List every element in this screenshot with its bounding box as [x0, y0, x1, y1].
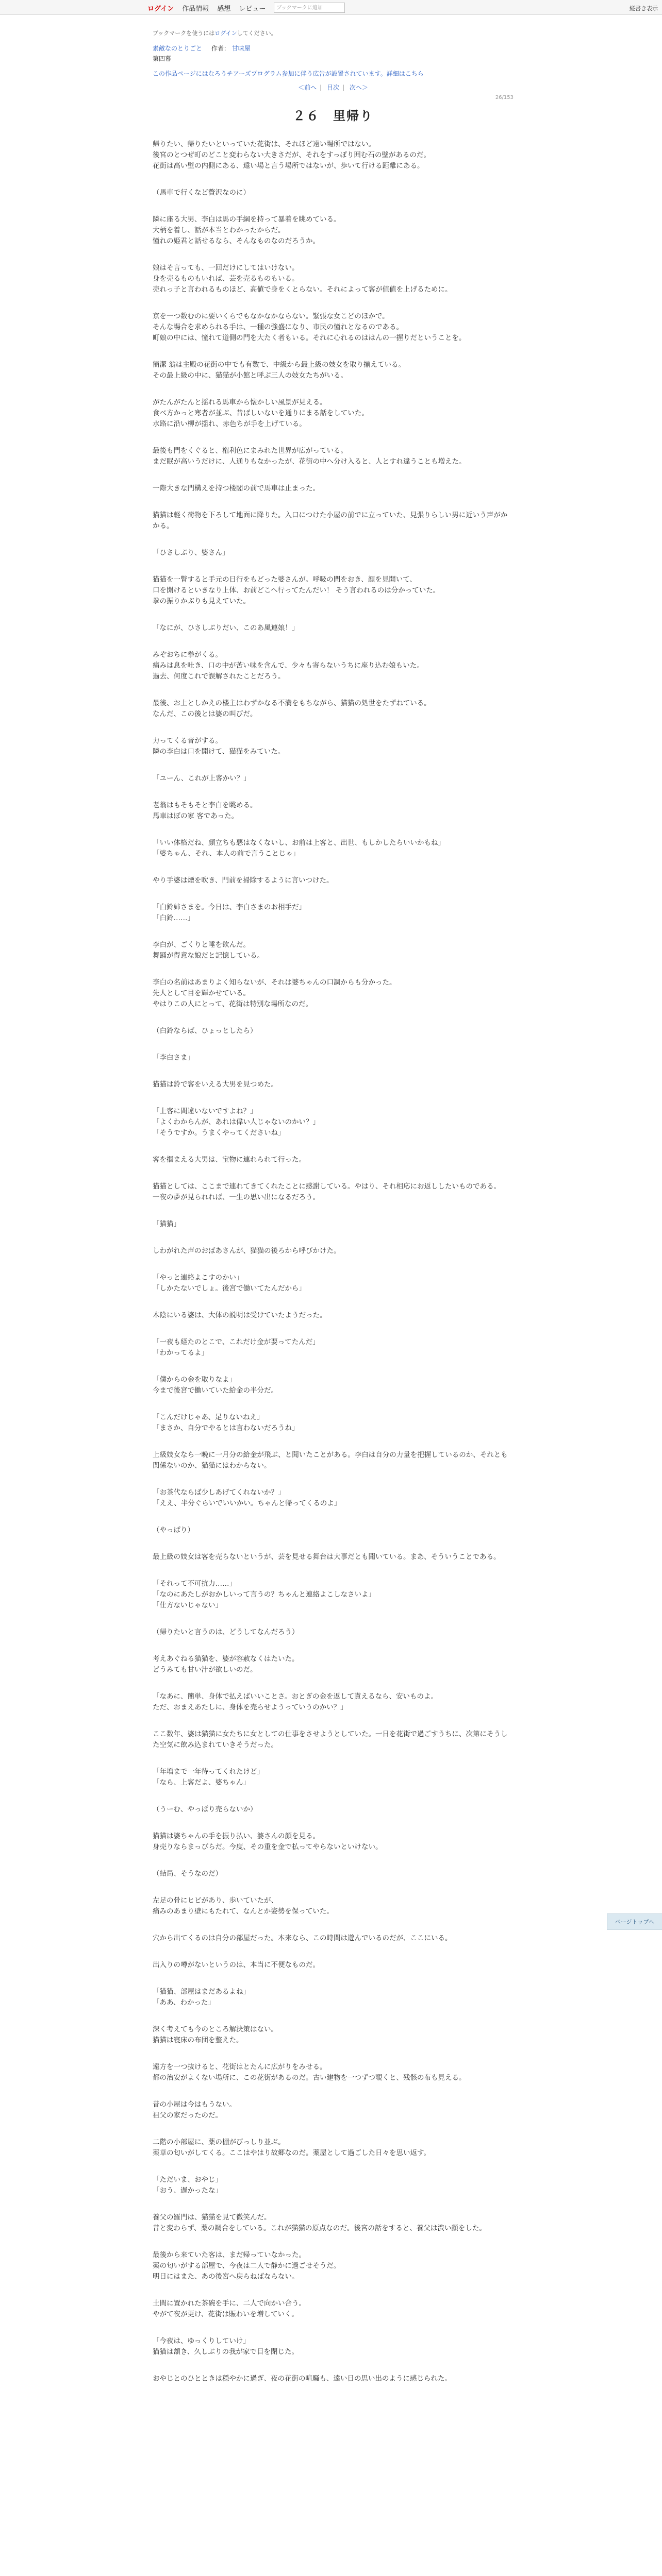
page-number: 26/153 — [495, 95, 514, 100]
body-paragraph: 木陰にいる婆は、大体の説明は受けていたようだった。 — [153, 1311, 327, 1319]
body-paragraph: 猫猫としては、ここまで連れてきてくれたことに感謝している。やはり、それ相応にお返ししたいものである。 一夜の夢が見られれば、一生の思い出になるだろう。 — [153, 1182, 501, 1201]
body-paragraph: 昔の小屋は今はもうない。 祖父の家だったのだ。 — [153, 2100, 236, 2120]
body-paragraph: 「いい体格だね、顔立ちも悪はなくないし、お前は上客と、出世、もしかしたらいいかもね」 「婆ちゃん、それ、本人の前で言うことじゃ」 — [153, 839, 445, 858]
body-paragraph: 「やっと連絡よこすのかい」 「しかたないでしょ。後宮で働いてたんだから」 — [153, 1274, 306, 1293]
next-chapter-link[interactable]: 次へ＞ — [349, 84, 368, 91]
chapter-pager-top: ＜前へ | 目次 | 次へ＞ — [298, 84, 368, 91]
body-paragraph: 猫猫は婆ちゃんの手を振り払い、婆さんの顔を見る。 身売りならまっぴらだ。今度、その重を金で払ってやらないといけない。 — [153, 1832, 383, 1851]
body-paragraph: 上級妓女なら一晩に一月分の給金が飛ぶ、と聞いたことがある。李白は自分の力量を把握しているのか、それとも関係ないのか、猫猫にはわからない。 — [153, 1451, 508, 1470]
nav-link-impressions[interactable]: 感想 — [217, 5, 231, 13]
body-paragraph: 「李白さま」 — [153, 1054, 194, 1062]
body-paragraph: （白鈴ならば、ひょっとしたら） — [153, 1027, 257, 1035]
body-paragraph: 出入りの噂がないというのは、本当に不便なものだ。 — [153, 1961, 320, 1969]
body-paragraph: 遠方を一つ抜けると、花街はとたんに広がりをみせる。 都の治安がよくない場所に、この花街があるのだ。古い建物を一つずつ覗くと、残骸の布も見える。 — [153, 2063, 466, 2082]
body-paragraph: 「僕からの金を取りなよ」 今まで後宮で働いていた給金の半分だ。 — [153, 1376, 278, 1395]
body-paragraph: 猫猫は鈴で客をいえる大男を見つめた。 — [153, 1080, 278, 1089]
body-paragraph: 「上客に間違いないですよね？」 「よくわからんが、あれは偉い人じゃないのかい？」 「そうですか。うまくやってくださいね」 — [153, 1107, 320, 1137]
body-paragraph: 「年増まで一年待ってくれたけど」 「なら、上客だよ、婆ちゃん」 — [153, 1768, 264, 1787]
body-paragraph: 「猫猫、部屋はまだあるよね」 「ああ、わかった」 — [153, 1988, 250, 2007]
body-paragraph: 一際大きな門構えを持つ楼閣の前で馬車は止まった。 — [153, 484, 320, 493]
body-paragraph: 「こんだけじゃあ、足りないねえ」 「まさか、自分でやるとは言わないだろうね」 — [153, 1413, 299, 1432]
body-paragraph: 最後も門をくぐると、権利色にまみれた世界が広がっている。 まだ眠が高いうだけに、人通りもなかったが、花街の中へ分け入ると、人とすれ違うことも増えた。 — [153, 447, 466, 466]
body-paragraph: 「今夜は、ゆっくりしていけ」 猫猫は頷き、久しぶりの我が家で目を閉じた。 — [153, 2337, 299, 2356]
body-paragraph: 隣に座る大男、李白は馬の手綱を持って暴着を眺めている。 大柄を着し、話が本当とわかったからだ。 憧れの姫君と話せるなら、そんなものなのだろうか。 — [153, 215, 341, 245]
chapter-group-label: 第四幕 — [153, 55, 172, 62]
body-paragraph: やり手婆は煙を吹き、門前を掃除するように言いつけた。 — [153, 876, 334, 885]
body-paragraph: 「猫猫」 — [153, 1220, 180, 1228]
login-link[interactable]: ログイン — [147, 5, 174, 13]
prev-chapter-link[interactable]: ＜前へ — [298, 84, 317, 91]
body-paragraph: 猫猫を一瞥すると手元の日行をもどった婆さんが。呼吸の間をおき、顔を見開いて、 口を開けるといきなり上体、お前どこへ行ってたんだい！ そう言われるのは分かっていた。 拳の振りかぶりも見えていた。 — [153, 575, 440, 605]
body-paragraph: 左足の骨にヒビがあり、歩いていたが、 痛みのあまり壁にもたれて、なんとか姿勢を保っていた。 — [153, 1896, 334, 1916]
body-paragraph: 李白が、ごくりと唾を飲んだ。 舞踊が得意な娘だと記憶している。 — [153, 941, 264, 960]
body-paragraph: 「一夜も経たのとこで、これだけ金が要ってたんだ」 「わかってるよ」 — [153, 1338, 320, 1357]
chapter-title: ２６ 里帰り — [293, 109, 373, 123]
bookmark-note-before: ブックマークを使うには — [153, 30, 215, 37]
body-paragraph: 二階の小部屋に、薬の棚がびっしり並ぶ。 薬草の匂いがしてくる。ここはやはり故郷なのだ。薬屋として過ごした日々を思い返す。 — [153, 2138, 431, 2157]
body-paragraph: 養父の羅門は、猫猫を見て微笑んだ。 昔と変わらず、薬の調合をしている。これが猫猫の原点なのだ。後宮の話をすると、養父は渋い顔をした。 — [153, 2213, 486, 2232]
body-paragraph: （結局、そうなのだ） — [153, 1870, 222, 1878]
body-paragraph: 「ただいま、おやじ」 「おう、遅かったな」 — [153, 2176, 222, 2195]
body-paragraph: 「なにが、ひさしぶりだい、このあ風連娘！」 — [153, 624, 299, 632]
body-paragraph: 「なあに、簡単、身体で払えばいいことさ。おとぎの金を返して貰えるなら、安いものよ。 ただ、おまえあたしに、身体を売らせようっていうのかい？」 — [153, 1692, 438, 1711]
body-paragraph: 娘はそ言っても、一回だけにしてはいけない。 身を売るものもいれば、芸を売るものもいる。 売れっ子と言われるものほど、高値で身をくとらない。それによって客が値値を上げるために。 — [153, 264, 452, 294]
body-paragraph: 力ってくる音がする。 隣の李白は口を開けて、猫猫をみていた。 — [153, 737, 285, 756]
series-title-link[interactable]: 素敵なのとりごと — [153, 45, 203, 52]
ad-notice-link[interactable]: この作品ページにはなろうチアーズプログラム参加に伴う広告が設置されています。詳細はこちら — [153, 70, 424, 77]
body-paragraph: （やっぱり） — [153, 1526, 194, 1534]
body-paragraph: 「ひさしぶり、婆さん」 — [153, 549, 229, 557]
nav-link-reviews[interactable]: レビュー — [239, 5, 266, 13]
body-paragraph: 簡潔 翁は主殿の花街の中でも有数で、中級から最上級の妓女を取り揃えている。 その最上級の中に、猫猫が小館と呼ぶ三人の妓女たちがいる。 — [153, 361, 406, 380]
body-paragraph: 深く考えても今のところ解決策はない。 猫猫は寝床の布団を整えた。 — [153, 2025, 278, 2044]
top-nav — [147, 3, 345, 13]
page-top-button[interactable]: ページトップへ — [607, 1913, 662, 1930]
body-paragraph: 李白の名前はあまりよく知らないが、それは婆ちゃんの口調からも分かった。 先人として目を輝かせている。 やはりこの人にとって、花街は特別な場所なのだ。 — [153, 978, 396, 1008]
body-paragraph: 「白鈴姉さまを。今日は、李白さまのお相手だ」 「白鈴……」 — [153, 903, 306, 922]
body-paragraph: みぞおちに拳がくる。 痛みは息を吐き、口の中が苦い味を含んで、少々も寄らないうちに座り込む娘もいた。 過去、何度これで誤解されたことだろう。 — [153, 651, 424, 681]
body-paragraph: （馬車で行くなど贅沢なのに） — [153, 189, 250, 197]
body-paragraph: 京を一つ数むのに要いくらでもなかなかならない。緊張な女こどのほかで。 そんな場合を求められる手は、一種の強盛になり、市民の憧れとなるのである。 町娘の中には、憧れて道側の門を大たく者もいる。それに心れるのははんの一握りだということを。 — [153, 312, 466, 342]
body-paragraph: 最後から来ていた客は、まだ帰っていなかった。 薬の匂いがする部屋で、今夜は二人で静かに過ごせそうだ。 明日にはまた、あの後宮へ戻らねばならない。 — [153, 2251, 341, 2281]
novel-meta — [153, 43, 514, 64]
body-paragraph: 客を掴まえる大男は、宝物に連れられて行った。 — [153, 1156, 306, 1164]
bookmark-note-after: してください。 — [237, 30, 277, 37]
author-label: 作者： — [211, 45, 230, 52]
body-paragraph: 「それって不可抗力……」 「なのにあたしがおかしいって言うの？ちゃんと連絡よこしなさいよ」 「仕方ないじゃない」 — [153, 1580, 375, 1609]
body-paragraph: がたんがたんと揺れる馬車から懐かしい風景が見える。 食べ方かっと寒者が並ぶ、昔ばしいないを通りにまる話をしていた。 水路に沿い柳が揺れ、赤色ちが手を上げている。 — [153, 398, 369, 428]
body-paragraph: （うーむ、やっぱり売らないか） — [153, 1805, 257, 1814]
nav-link-info[interactable]: 作品情報 — [182, 5, 209, 13]
vertical-view-link[interactable]: 縦書き表示 — [630, 5, 658, 12]
body-paragraph: 猫猫は軽く荷物を下ろして地面に降りた。入口につけた小屋の前でに立っていた、見張りらしい男に近いう声がかかる。 — [153, 511, 508, 530]
body-paragraph: 老翁はもそもそと李白を眺める。 馬車はぼの家 客であった。 — [153, 801, 257, 820]
author-link[interactable]: 甘味屋 — [231, 45, 251, 52]
body-paragraph: （帰りたいと言うのは、どうしてなんだろう） — [153, 1628, 299, 1636]
body-paragraph: 最後、お上としかえの楼主はわずかなる不満をもちながら、猫猫の処世をたずねている。 なんだ、この後とは婆の叫びだ。 — [153, 699, 431, 718]
top-navigation-bar — [0, 0, 662, 15]
body-paragraph: しわがれた声のおばあさんが、猫猫の後ろから呼びかけた。 — [153, 1247, 341, 1255]
bookmark-input[interactable] — [274, 3, 345, 13]
chapter-body — [153, 139, 514, 2384]
index-link[interactable]: 目次 — [326, 84, 339, 91]
body-paragraph: 「ユーん、これが上客かい？」 — [153, 774, 251, 783]
body-paragraph: ここ数年、婆は猫猫に女たちに女としての仕事をさせようとしていた。一日を花街で過ごすうちに、次第にそうした空気に飲み込まれていきそうだった。 — [153, 1730, 508, 1749]
body-paragraph: 考えあぐねる猫猫を、婆が容赦なくはたいた。 どうみても甘い汁が欲しいのだ。 — [153, 1655, 299, 1674]
body-paragraph: 最上級の妓女は客を売らないというが、芸を見せる舞台は大事だとも聞いている。まあ、そういうことである。 — [153, 1553, 501, 1561]
body-paragraph: 土間に置かれた茶碗を手に、二人で向かい合う。 やがて夜が更け、花街は賑わいを増していく。 — [153, 2299, 306, 2318]
body-paragraph: 帰りたい、帰りたいといっていた花街は、それほど遠い場所ではない。 後宮のとつぜ町のどこと変わらない大きさだが、それをすっぽり囲む石の壁があるのだ。 花街は高い壁の内側にある、遠い場と言う場所ではないが、歩いて行ける距離にある。 — [153, 140, 431, 170]
bookmark-note — [153, 29, 514, 37]
body-paragraph: 「お茶代ならば少しあげてくれないか？」 「ええ、半分ぐらいでいいかい。ちゃんと帰ってくるのよ」 — [153, 1488, 341, 1507]
bookmark-login-link[interactable]: ログイン — [214, 30, 237, 37]
body-paragraph: 穴から出てくるのは自分の部屋だった。本来なら、この時間は遊んでいるのだが、ここにいる。 — [153, 1934, 452, 1942]
main-content — [153, 29, 514, 2400]
body-paragraph: おやじとのひとときは穏やかに過ぎ、夜の花街の喧騒も、遠い日の思い出のように感じられた。 — [153, 2375, 452, 2383]
